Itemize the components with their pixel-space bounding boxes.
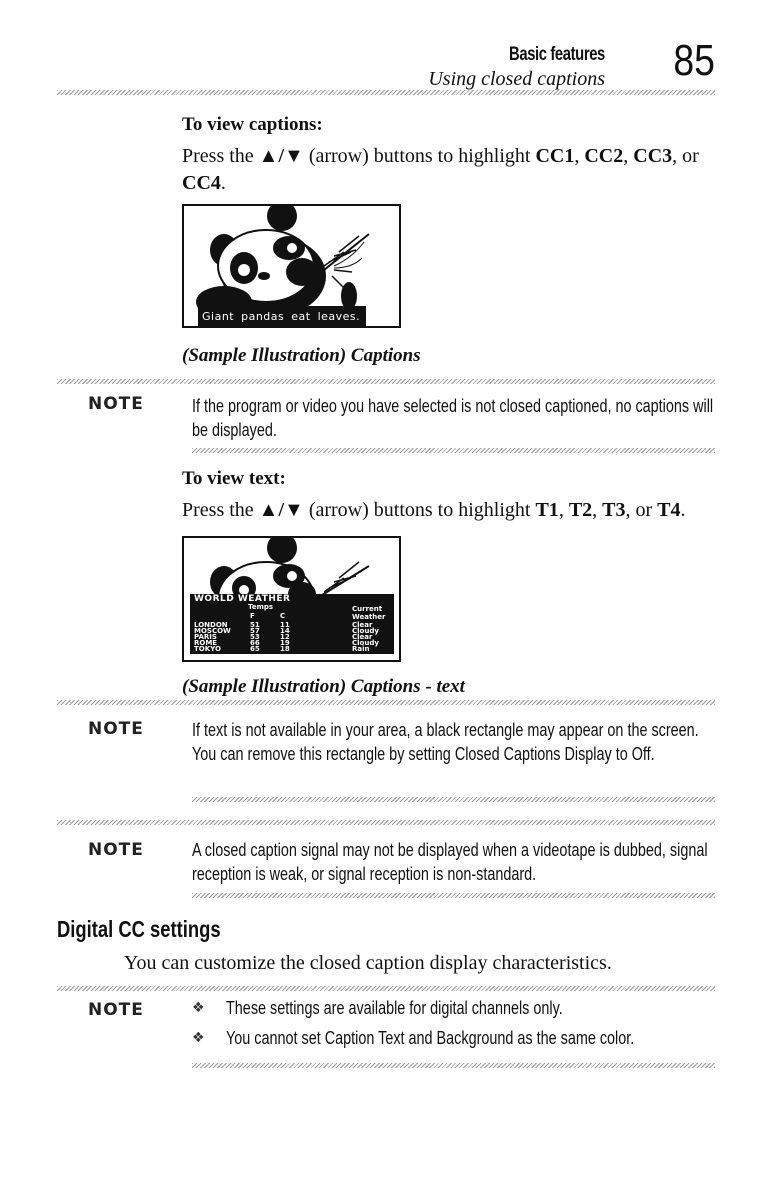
weather-condition: Cloudy	[352, 627, 379, 635]
weather-temp-f: 65	[250, 645, 260, 653]
weather-condition: Clear	[352, 633, 373, 641]
page-number: 85	[673, 36, 715, 85]
text-illustration	[182, 536, 401, 662]
section-heading: Digital CC settings	[57, 916, 221, 942]
col-f: F	[250, 612, 255, 620]
weather-temp-c: 11	[280, 621, 290, 629]
weather-city: TOKYO	[194, 645, 221, 653]
weather-title: WORLD WEATHER	[194, 594, 291, 604]
captions-illustration	[182, 204, 401, 328]
weather-temp-c: 18	[280, 645, 290, 653]
weather-city: PARIS	[194, 633, 217, 641]
note1-text: If the program or video you have selected is not closed captioned, no captions will be displayed.	[192, 396, 714, 440]
table-row	[194, 645, 390, 651]
section-intro: You can customize the closed caption display characteristics.	[124, 952, 612, 974]
view-captions-instructions: Press the ▲/▼ (arrow) buttons to highlight CC1, CC2, CC3, or CC4.	[182, 145, 699, 194]
weather-temp-c: 14	[280, 627, 290, 635]
weather-city: MOSCOW	[194, 627, 231, 635]
note1-bottom-rule	[192, 448, 715, 453]
note4-bottom-rule	[192, 1063, 715, 1068]
note4-top-rule	[57, 986, 715, 991]
caption-overlay: Giant pandas eat leaves.	[198, 306, 366, 326]
weather-city: ROME	[194, 639, 218, 647]
weather-temp-f: 51	[250, 621, 260, 629]
note3-bottom-rule	[192, 893, 715, 898]
bullet-icon: ❖	[192, 1030, 205, 1046]
weather-temp-c: 19	[280, 639, 290, 647]
weather-condition: Clear	[352, 621, 373, 629]
bullet-icon: ❖	[192, 1000, 205, 1016]
header-divider	[57, 90, 715, 95]
col-c: C	[280, 612, 286, 620]
note2-bottom-rule	[192, 797, 715, 802]
figure-caption-1: (Sample Illustration) Captions	[182, 345, 421, 366]
weather-temp-f: 66	[250, 639, 260, 647]
note4-item-1: These settings are available for digital channels only.	[226, 998, 563, 1018]
view-text-instructions: Press the ▲/▼ (arrow) buttons to highlight T1, T2, T3, or T4.	[182, 499, 686, 521]
view-captions-heading: To view captions:	[182, 114, 323, 135]
weather-table	[190, 594, 394, 654]
weather-temp-f: 53	[250, 633, 260, 641]
list-item	[192, 1026, 722, 1056]
note4-label: NOTE	[88, 1000, 144, 1020]
weather-temp-c: 12	[280, 633, 290, 641]
subsection-title: Using closed captions	[428, 68, 605, 90]
view-text-heading: To view text:	[182, 468, 286, 489]
note2-text: If text is not available in your area, a black rectangle may appear on the screen. You can remove this rectangle by setting Closed Captions Display to Off.	[192, 720, 699, 764]
weather-temp-f: 57	[250, 627, 260, 635]
weather-condition: Cloudy	[352, 639, 379, 647]
col-weather: Weather	[352, 613, 386, 621]
weather-rows	[194, 621, 390, 651]
note4-list	[192, 996, 722, 1056]
col-current: Current	[352, 605, 383, 613]
note3-top-rule	[57, 820, 715, 825]
note2-label: NOTE	[88, 719, 144, 739]
weather-condition: Rain	[352, 645, 370, 653]
figure-caption-2: (Sample Illustration) Captions - text	[182, 676, 465, 697]
note3-text: A closed caption signal may not be displayed when a videotape is dubbed, signal reception is weak, or signal reception is non-standard.	[192, 840, 708, 884]
section-title: Basic features	[509, 44, 605, 65]
note2-top-rule	[57, 700, 715, 705]
note1-label: NOTE	[88, 394, 144, 414]
note1-top-rule	[57, 379, 715, 384]
weather-city: LONDON	[194, 621, 228, 629]
col-temps: Temps	[248, 603, 274, 611]
running-header	[300, 44, 605, 94]
note4-item-2: You cannot set Caption Text and Background as the same color.	[226, 1028, 635, 1048]
note3-label: NOTE	[88, 840, 144, 860]
list-item	[192, 996, 722, 1026]
